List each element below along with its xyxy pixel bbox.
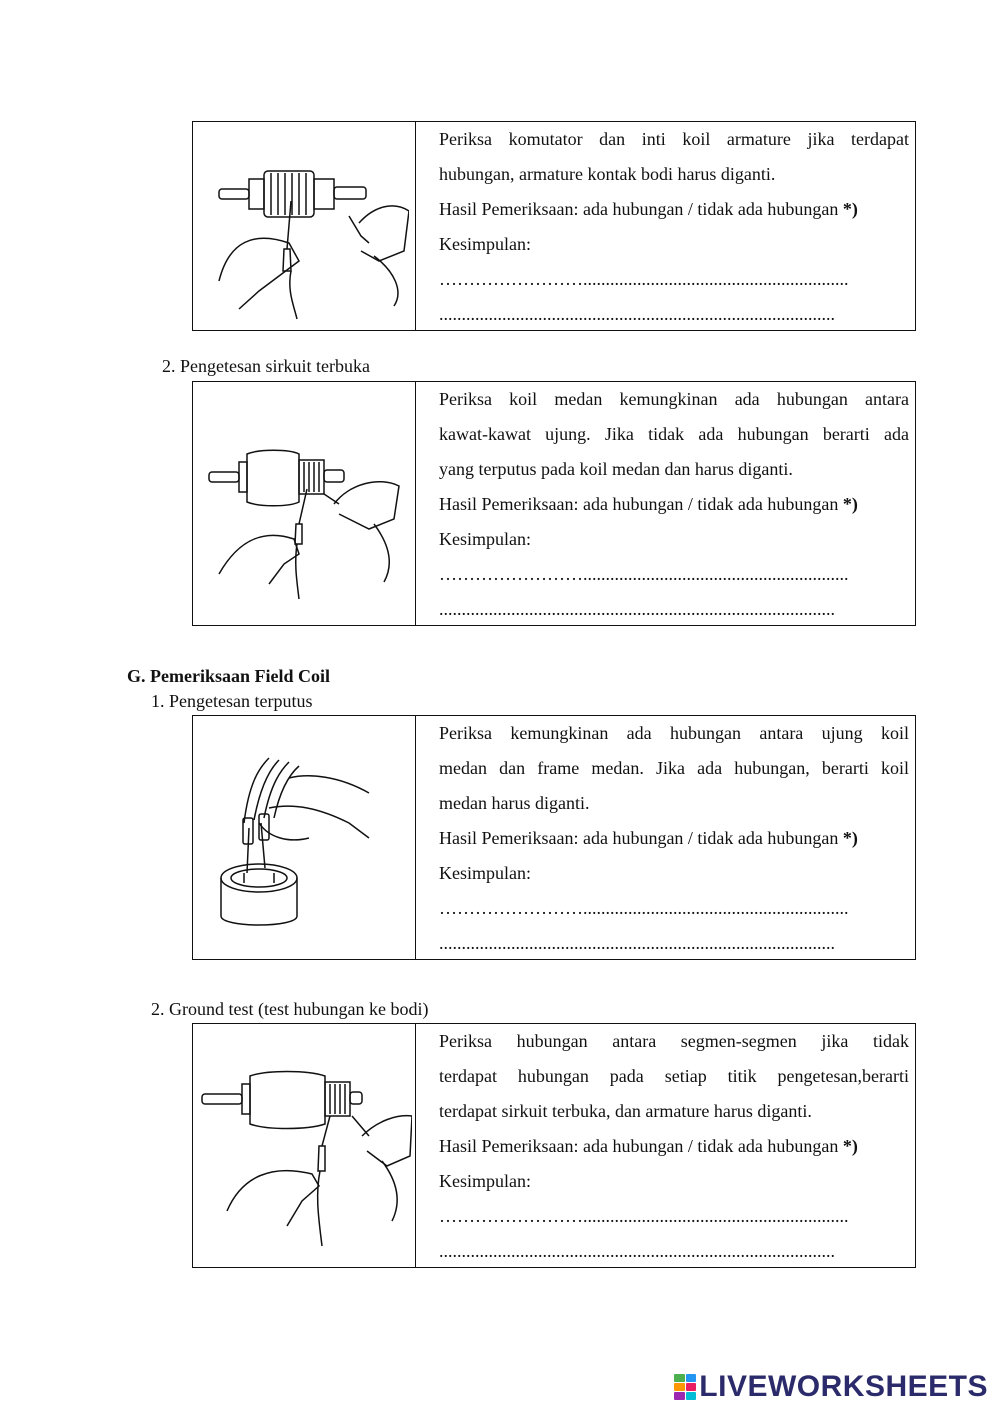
answer-line[interactable]: ........................................................................................ — [439, 933, 835, 953]
ground-test-table — [192, 1023, 916, 1268]
logo-block — [674, 1374, 685, 1382]
result-line — [439, 192, 909, 227]
description-line: Periksa kemungkinan ada hubungan antara ujung koil — [439, 723, 909, 743]
result-mark: *) — [842, 1136, 858, 1156]
open-circuit-text — [416, 382, 915, 625]
logo-block — [674, 1392, 685, 1400]
answer-line[interactable]: ........................................................................................ — [439, 599, 835, 619]
liveworksheets-logo[interactable] — [674, 1370, 988, 1404]
armature-check-table — [192, 121, 916, 331]
result-text: Hasil Pemeriksaan: ada hubungan / tidak ada hubungan — [439, 494, 839, 514]
armature-tester-illustration — [193, 122, 416, 330]
logo-block — [686, 1374, 697, 1382]
result-mark: *) — [842, 828, 858, 848]
field-coil-break-table — [192, 715, 916, 960]
answer-line[interactable]: ……………………........................................................... — [439, 269, 849, 289]
result-mark: *) — [842, 494, 858, 514]
ground-test-text — [416, 1024, 915, 1267]
description-line: terdapat sirkuit terbuka, dan armature harus diganti. — [439, 1101, 812, 1121]
field-coil-tester-icon — [199, 728, 409, 948]
answer-line[interactable]: ……………………........................................................... — [439, 1206, 849, 1226]
logo-block — [674, 1383, 685, 1391]
armature-ground-test-illustration — [193, 1024, 416, 1267]
open-circuit-table — [192, 381, 916, 626]
result-line — [439, 487, 909, 522]
description-line: medan dan frame medan. Jika ada hubungan, berarti koil — [439, 758, 909, 778]
section-label-break-test: 1. Pengetesan terputus — [151, 691, 313, 711]
description-line: yang terputus pada koil medan dan harus diganti. — [439, 459, 793, 479]
description-line: Periksa komutator dan inti koil armature jika terdapat — [439, 129, 909, 149]
description-line: kawat-kawat ujung. Jika tidak ada hubungan berarti ada — [439, 424, 909, 444]
conclusion-label: Kesimpulan: — [439, 1171, 531, 1191]
field-coil-tester-illustration — [193, 716, 416, 959]
answer-line[interactable]: ……………………........................................................... — [439, 898, 849, 918]
logo-block — [686, 1383, 697, 1391]
result-line — [439, 1129, 909, 1164]
answer-line[interactable]: ……………………........................................................... — [439, 564, 849, 584]
armature-open-circuit-icon — [199, 404, 409, 604]
result-text: Hasil Pemeriksaan: ada hubungan / tidak ada hubungan — [439, 828, 839, 848]
armature-open-circuit-illustration — [193, 382, 416, 625]
result-text: Hasil Pemeriksaan: ada hubungan / tidak ada hubungan — [439, 199, 839, 219]
conclusion-label: Kesimpulan: — [439, 529, 531, 549]
section-label-open-circuit: 2. Pengetesan sirkuit terbuka — [162, 356, 370, 376]
answer-line[interactable]: ........................................................................................ — [439, 304, 835, 324]
armature-check-text — [416, 122, 915, 330]
armature-ground-test-icon — [197, 1036, 412, 1256]
description-line: Periksa hubungan antara segmen-segmen jika tidak — [439, 1031, 909, 1051]
description-line: medan harus diganti. — [439, 793, 590, 813]
description-line: terdapat hubungan pada setiap titik pengetesan,berarti — [439, 1066, 909, 1086]
description-line: hubungan, armature kontak bodi harus diganti. — [439, 164, 776, 184]
conclusion-label: Kesimpulan: — [439, 234, 531, 254]
result-line — [439, 821, 909, 856]
description-line: Periksa koil medan kemungkinan ada hubungan antara — [439, 389, 909, 409]
conclusion-label: Kesimpulan: — [439, 863, 531, 883]
section-heading-g: G. Pemeriksaan Field Coil — [127, 666, 330, 686]
armature-tester-icon — [199, 131, 409, 321]
liveworksheets-logo-icon — [674, 1374, 696, 1400]
section-label-ground-test: 2. Ground test (test hubungan ke bodi) — [151, 999, 429, 1019]
logo-block — [686, 1392, 697, 1400]
liveworksheets-logo-text: LIVEWORKSHEETS — [699, 1370, 988, 1403]
field-coil-break-text — [416, 716, 915, 959]
result-text: Hasil Pemeriksaan: ada hubungan / tidak ada hubungan — [439, 1136, 839, 1156]
answer-line[interactable]: ........................................................................................ — [439, 1241, 835, 1261]
result-mark: *) — [842, 199, 858, 219]
